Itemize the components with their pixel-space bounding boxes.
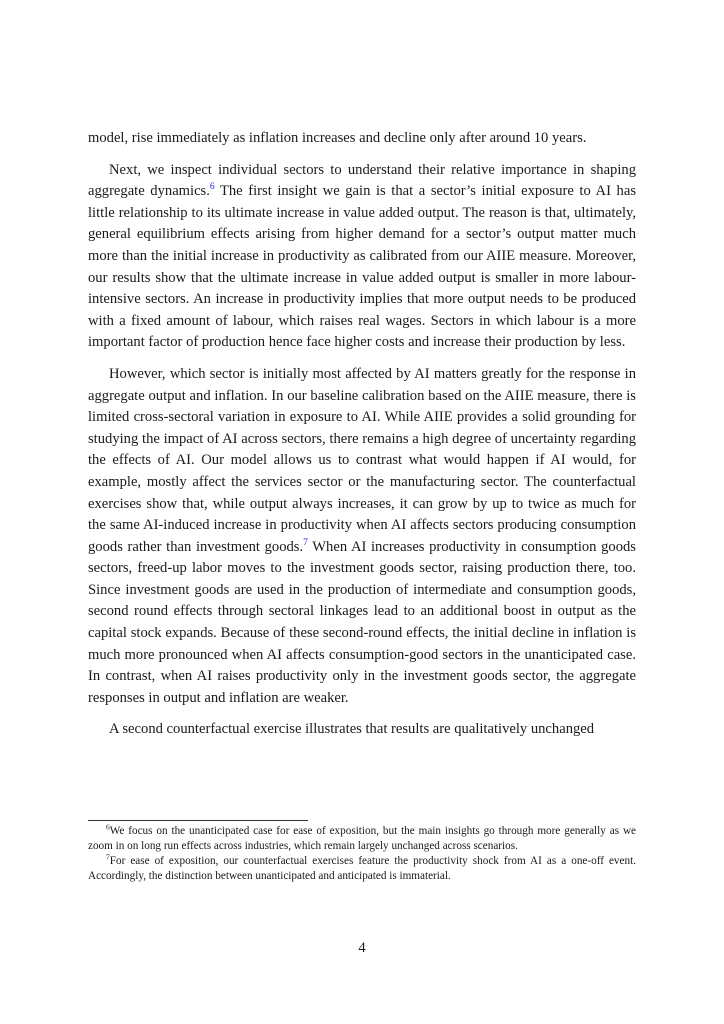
footnote-6 (88, 824, 636, 854)
paragraph-text: However, which sector is initially most affected by AI matters greatly for the response in aggregate output and inflation. In our baseline calibration based on the AIIE measure, there is limited cross-sectoral variation in exposure to AI. While AIIE provides a solid grounding for studying the impact of AI across sectors, there remains a high degree of uncertainty regarding the effects of AI. Our model allows us to contrast what would happen if AI would, for example, mostly affect the services sector or the manufacturing sector. The counterfactual exercises show that, while output always increases, it can grow by up to twice as much for the same AI-induced increase in productivity when AI affects sectors producing consumption goods rather than investment goods. (88, 365, 636, 555)
footnotes (88, 820, 636, 884)
footnote-divider (88, 820, 308, 821)
paragraph-text: model, rise immediately as inflation increases and decline only after around 10 years. (88, 130, 587, 146)
paragraph-text: The first insight we gain is that a sector’s initial exposure to AI has little relationship to its ultimate increase in value added output. The reason is that, ultimately, general equilibrium effects arising from higher demand for a sector’s output matter much more than the initial increase in productivity as calibrated from our AIIE measure. Moreover, our results show that the ultimate increase in value added output is smaller in more labour-intensive sectors. An increase in productivity implies that more output needs to be produced with a fixed amount of labour, which raises real wages. Sectors in which labour is a more important factor of production hence face higher costs and increase their production by less. (88, 183, 636, 351)
footnote-ref-6[interactable]: 6 (209, 182, 215, 193)
page-number: 4 (358, 940, 366, 956)
footnote-mark: 6 (106, 822, 110, 832)
paragraph-2 (88, 160, 636, 354)
paragraph-text: Next, we inspect individual sectors to understand their relative importance in shaping aggregate dynamics. (88, 161, 636, 200)
page-body (88, 128, 636, 751)
paragraph-text: When AI increases productivity in consumption goods sectors, freed-up labor moves to the investment goods sector, raising production there, too. Since investment goods are used in the production of intermediate and consumption goods, second round effects through sectoral linkages lead to an additional boost in output as the capital stock expands. Because of these second-round effects, the initial decline in inflation is much more pronounced when AI affects consumption-good sectors in the unanticipated case. In contrast, when AI raises productivity only in the investment goods sector, the aggregate responses in output and inflation are weaker. (88, 538, 636, 706)
paragraph-4 (88, 719, 636, 741)
footnote-text: For ease of exposition, our counterfactual exercises feature the productivity shock from AI as a one-off event. Accordingly, the distinction between unanticipated and anticipated is immaterial. (88, 855, 636, 882)
footnote-7 (88, 854, 636, 884)
paragraph-text: A second counterfactual exercise illustrates that results are qualitatively unchanged (109, 721, 595, 738)
footnote-mark: 7 (106, 852, 110, 862)
footnote-text: We focus on the unanticipated case for ease of exposition, but the main insights go through more generally as we zoom in on long run effects across industries, which remain largely unchanged across scenarios. (88, 825, 636, 852)
paragraph-1 (88, 128, 636, 150)
paragraph-3 (88, 364, 636, 710)
footnote-ref-7[interactable]: 7 (303, 537, 308, 548)
